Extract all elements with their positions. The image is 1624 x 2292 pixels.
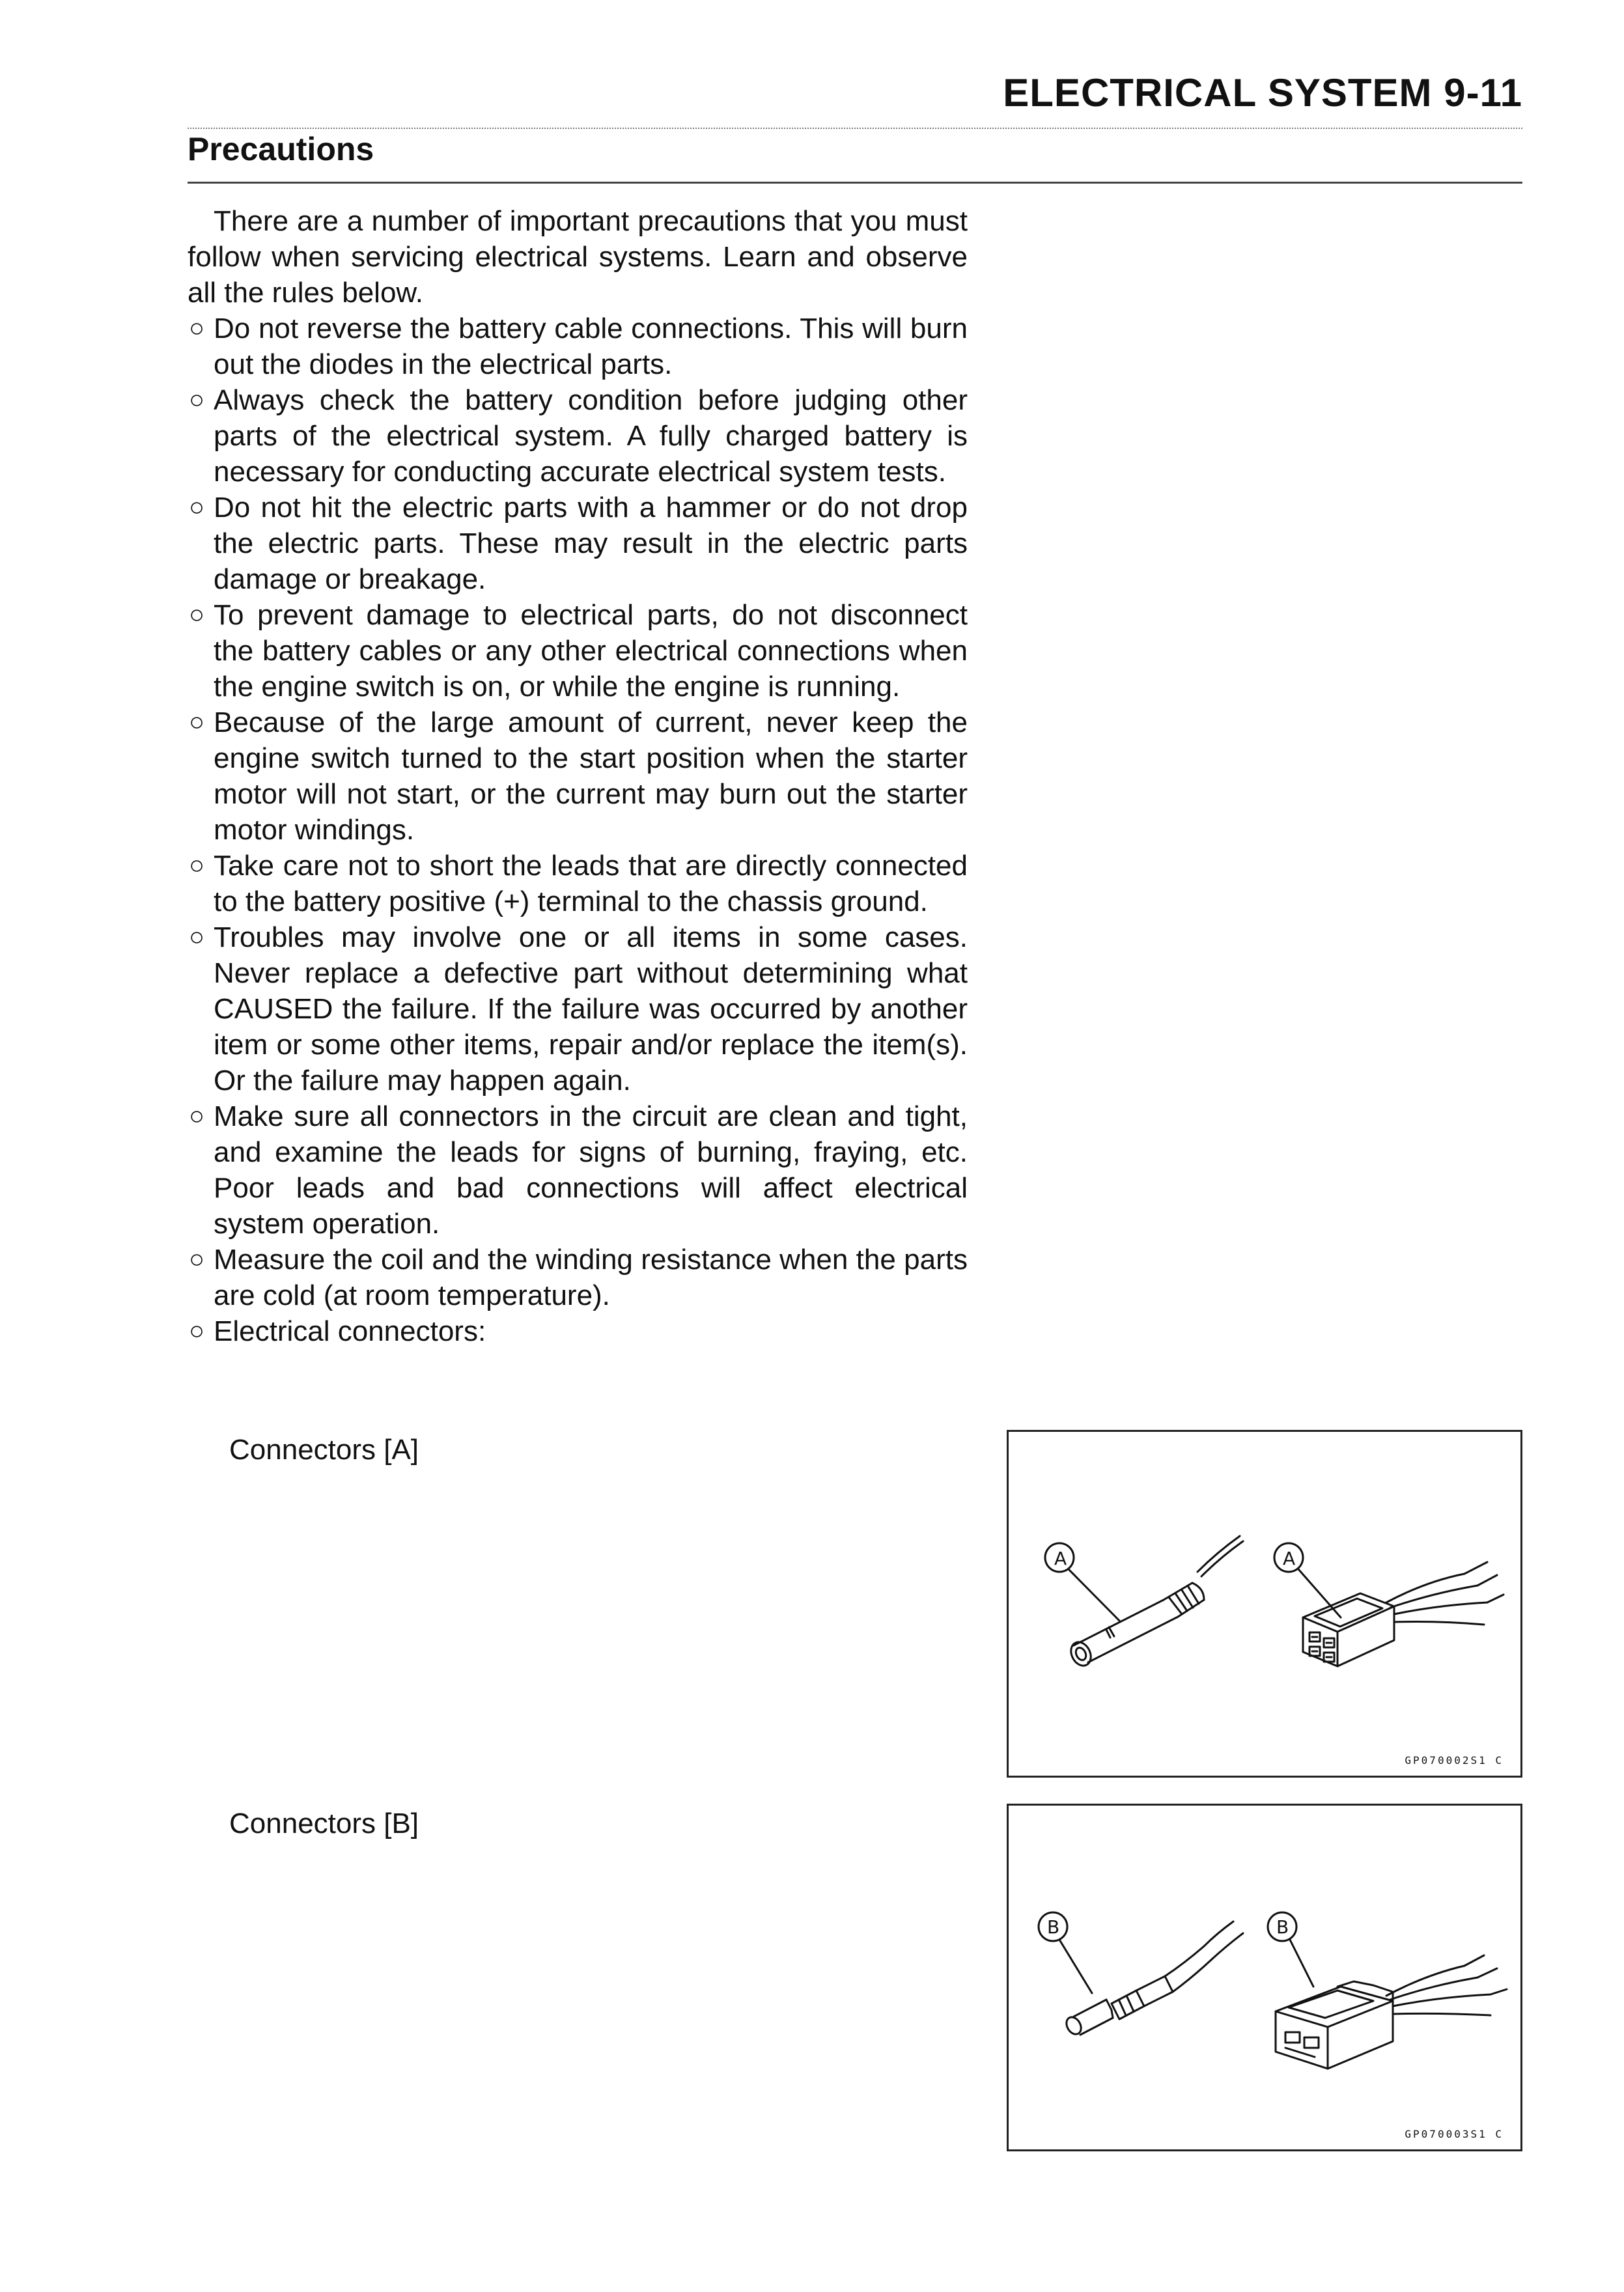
bullet-circle-icon: ○: [189, 385, 205, 414]
precaution-item: ○ Always check the battery condition before judging other parts of the electrical system. A fully charged battery is necessary for conducting accurate electrical system tests.: [188, 382, 968, 490]
figure-b-code: GP070003S1 C: [1405, 2128, 1504, 2140]
precautions-list: [188, 311, 968, 1349]
bullet-circle-icon: ○: [189, 493, 205, 522]
bullet-circle-icon: ○: [189, 1317, 205, 1345]
intro-paragraph: There are a number of important precautions that you must follow when servicing electrical systems. Learn and observe all the rules below.: [188, 205, 968, 309]
bullet-circle-icon: ○: [189, 923, 205, 951]
bullet-circle-icon: ○: [189, 314, 205, 342]
bullet-circle-icon: ○: [189, 851, 205, 880]
figure-connectors-b: [1007, 1804, 1522, 2151]
section-divider: [188, 182, 1522, 184]
connector-a-illustration: [1009, 1432, 1520, 1776]
connector-b-illustration: [1009, 1806, 1520, 2149]
callout-a-left: A: [1054, 1548, 1067, 1569]
precaution-item: ○ Do not hit the electric parts with a hammer or do not drop the electric parts. These may result in the electric parts damage or breakage.: [188, 490, 968, 597]
precaution-item: ○ Do not reverse the battery cable connections. This will burn out the diodes in the electrical parts.: [188, 311, 968, 382]
precaution-item: ○ Take care not to short the leads that are directly connected to the battery positive (+) terminal to the chassis ground.: [188, 848, 968, 919]
header-divider: [188, 128, 1522, 129]
figure-a-code: GP070002S1 C: [1405, 1754, 1504, 1767]
figure-a-caption: Connectors [A]: [229, 1434, 419, 1466]
precaution-item: ○ Troubles may involve one or all items in some cases. Never replace a defective part without determining what CAUSED the failure. If the failure was occurred by another item or some other items, repair and/or replace the item(s). Or the failure may happen again.: [188, 919, 968, 1098]
callout-b-right: B: [1276, 1916, 1289, 1938]
precaution-item: ○ Electrical connectors:: [188, 1313, 968, 1349]
page-header-title: ELECTRICAL SYSTEM 9-11: [1003, 71, 1522, 115]
callout-b-left: B: [1047, 1916, 1060, 1938]
section-title: Precautions: [188, 131, 374, 167]
bullet-circle-icon: ○: [189, 1102, 205, 1130]
precaution-item: ○ Make sure all connectors in the circuit are clean and tight, and examine the leads for signs of burning, fraying, etc. Poor leads and bad connections will affect electrical system operation.: [188, 1098, 968, 1242]
precautions-body: [188, 203, 968, 1349]
figure-connectors-a: [1007, 1430, 1522, 1778]
precaution-item: ○ Measure the coil and the winding resistance when the parts are cold (at room temperature).: [188, 1242, 968, 1313]
bullet-circle-icon: ○: [189, 708, 205, 736]
figure-b-caption: Connectors [B]: [229, 1808, 419, 1839]
precaution-item: ○ Because of the large amount of current, never keep the engine switch turned to the start position when the starter motor will not start, or the current may burn out the starter motor windings.: [188, 705, 968, 848]
precaution-item: ○ To prevent damage to electrical parts, do not disconnect the battery cables or any other electrical connections when the engine switch is on, or while the engine is running.: [188, 597, 968, 705]
callout-a-right: A: [1283, 1548, 1296, 1569]
bullet-circle-icon: ○: [189, 1245, 205, 1274]
bullet-circle-icon: ○: [189, 600, 205, 629]
